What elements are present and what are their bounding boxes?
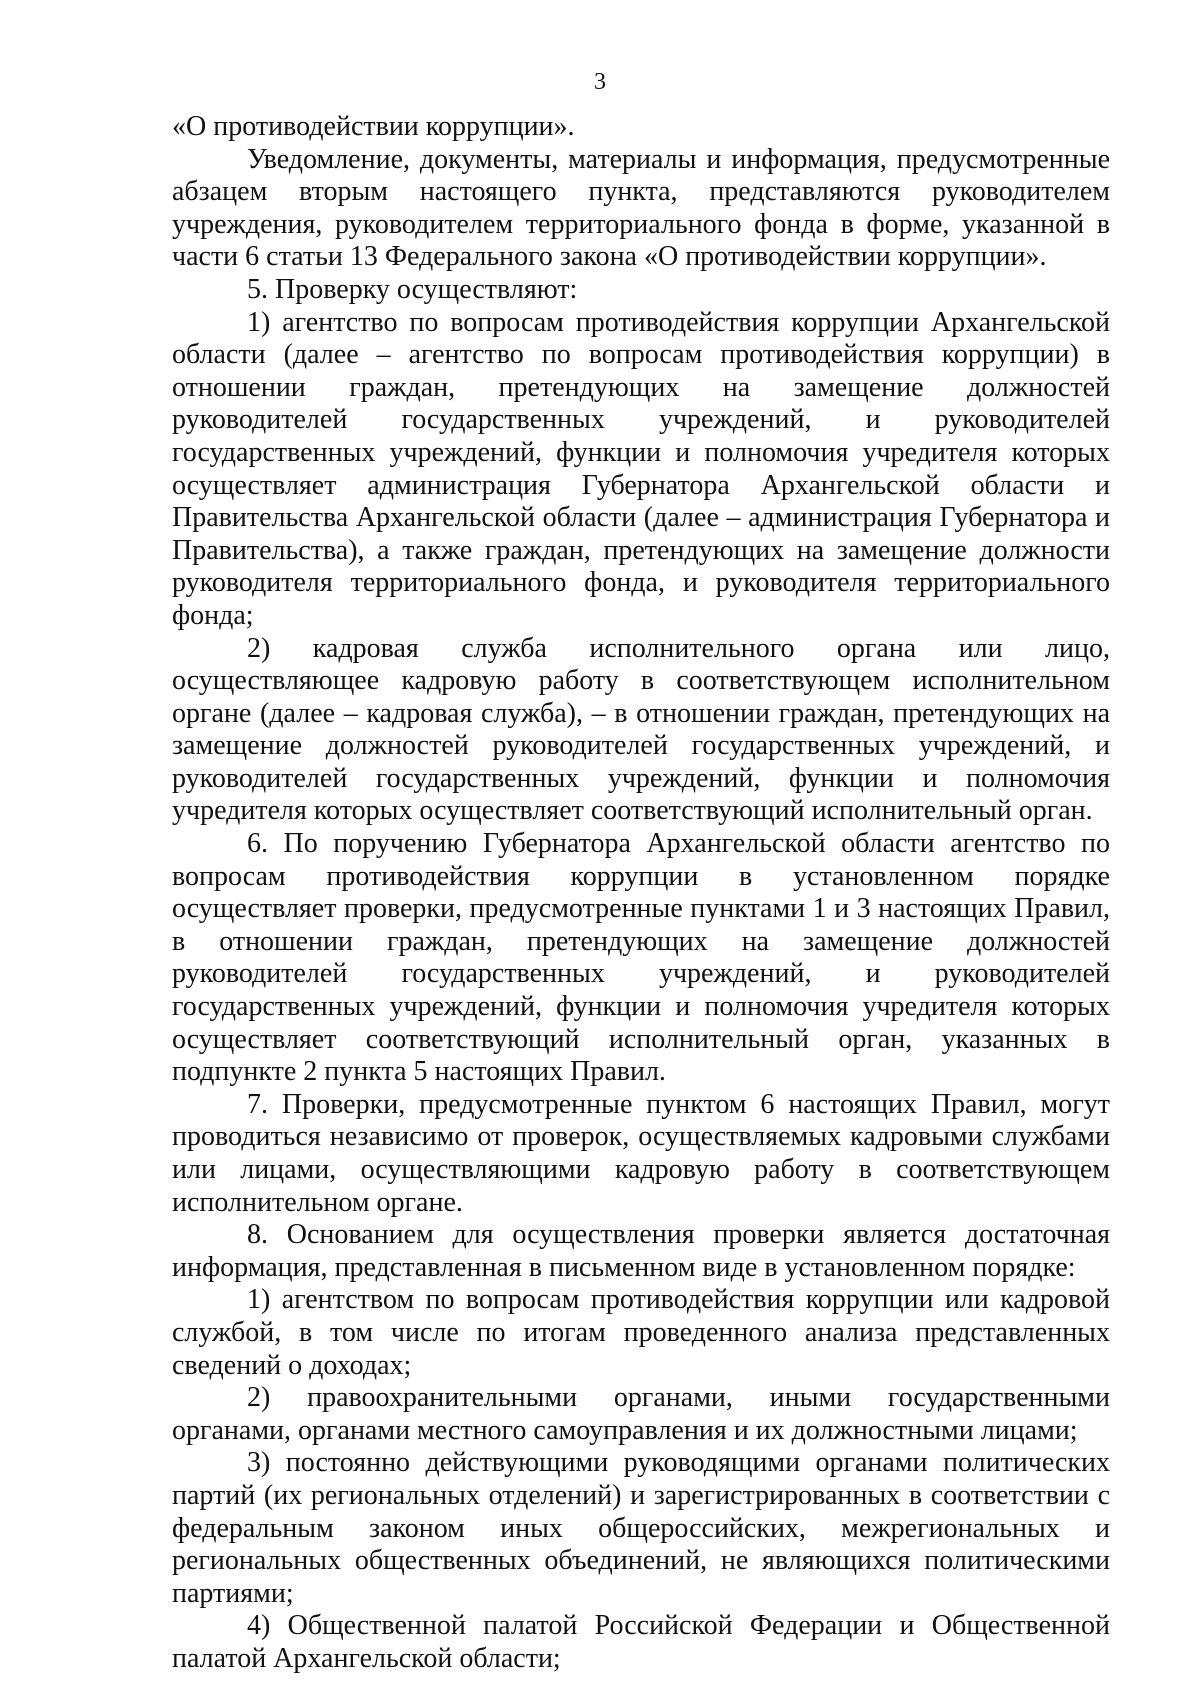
- paragraph-item-8: 8. Основанием для осуществления проверки является достаточная информация, представленная в письменном виде в установленном порядке:: [172, 1219, 1110, 1283]
- page-number: 3: [594, 69, 606, 95]
- paragraph-item-5-1: 1) агентство по вопросам противодействия коррупции Архангельской области (далее – агентство по вопросам противодействия коррупции) в отношении граждан, претендующих на замещение должностей руководителей государственных учреждений, и руководителей государственных учреждений, функции и полномочия учредителя которых осуществляет администрация Губернатора Архангельской области и Правительства Архангельской области (далее – администрация Губернатора и Правительства), а также граждан, претендующих на замещение должности руководителя территориального фонда, и руководителя территориального фонда;: [172, 306, 1110, 631]
- paragraph-notification: Уведомление, документы, материалы и информация, предусмотренные абзацем вторым настоящего пункта, представляются руководителем учреждения, руководителем территориального фонда в форме, указанной в части 6 статьи 13 Федерального закона «О противодействии коррупции».: [172, 143, 1110, 273]
- paragraph-item-8-2: 2) правоохранительными органами, иными государственными органами, органами местного самоуправления и их должностными лицами;: [172, 1382, 1110, 1446]
- paragraph-continuation: «О противодействии коррупции».: [172, 111, 575, 142]
- paragraph-item-8-3: 3) постоянно действующими руководящими органами политических партий (их региональных отделений) и зарегистрированных в соответствии с федеральным законом иных общероссийских, межрегиональных и региональных общественных объединений, не являющихся политическими партиями;: [172, 1447, 1110, 1609]
- paragraph-item-6: 6. По поручению Губернатора Архангельской области агентство по вопросам противодействия коррупции в установленном порядке осуществляет проверки, предусмотренные пунктами 1 и 3 настоящих Правил, в отношении граждан, претендующих на замещение должностей руководителей государственных учреждений, и руководителей государственных учреждений, функции и полномочия учредителя которых осуществляет соответствующий исполнительный орган, указанных в подпункте 2 пункта 5 настоящих Правил.: [172, 828, 1110, 1088]
- document-body: [172, 111, 1110, 1676]
- paragraph-item-7: 7. Проверки, предусмотренные пунктом 6 настоящих Правил, могут проводиться независимо от проверок, осуществляемых кадровыми службами или лицами, осуществляющими кадровую работу в соответствующем исполнительном органе.: [172, 1088, 1110, 1218]
- paragraph-item-8-1: 1) агентством по вопросам противодействия коррупции или кадровой службой, в том числе по итогам проведенного анализа представленных сведений о доходах;: [172, 1284, 1110, 1381]
- paragraph-item-5: 5. Проверку осуществляют:: [247, 273, 578, 305]
- paragraph-item-8-4: 4) Общественной палатой Российской Федерации и Общественной палатой Архангельской области;: [172, 1610, 1110, 1674]
- paragraph-item-5-2: 2) кадровая служба исполнительного органа или лицо, осуществляющее кадровую работу в соответствующем исполнительном органе (далее – кадровая служба), – в отношении граждан, претендующих на замещение должностей руководителей государственных учреждений, и руководителей государственных учреждений, функции и полномочия учредителя которых осуществляет соответствующий исполнительный орган.: [172, 632, 1110, 827]
